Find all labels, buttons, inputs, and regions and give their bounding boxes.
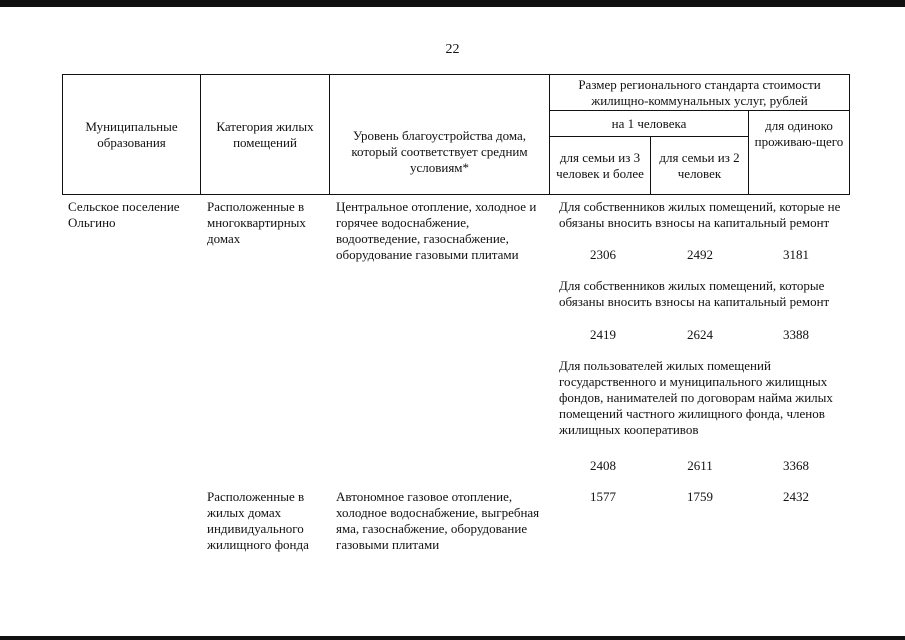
header-single: для одиноко проживаю-щего <box>754 118 844 149</box>
value-g2-family2: 2624 <box>687 327 713 342</box>
value-r2-family3: 1577 <box>590 489 616 504</box>
municipality-name: Сельское поселение Ольгино <box>68 199 180 230</box>
category-individual-houses: Расположенные в жилых домах индивидуального жилищного фонда <box>207 489 309 552</box>
header-municipality: Муниципальные образования <box>85 118 178 150</box>
header-group: Размер регионального стандарта стоимости жилищно-коммунальных услуг, рублей <box>578 76 821 108</box>
page-number: 22 <box>445 42 460 57</box>
value-g2-single: 3388 <box>783 327 809 342</box>
value-g1-single: 3181 <box>783 247 809 262</box>
header-line-bottom <box>62 194 850 195</box>
group-label-1: Для собственников жилых помещений, которые не обязаны вносить взносы на капитальный ремонт <box>559 199 841 230</box>
value-g1-family2: 2492 <box>687 247 713 262</box>
value-g2-family3: 2419 <box>590 327 616 342</box>
top-border <box>0 0 905 7</box>
value-g3-family2: 2611 <box>687 458 713 473</box>
bottom-border <box>0 636 905 640</box>
value-r2-family2: 1759 <box>687 489 713 504</box>
value-g1-family3: 2306 <box>590 247 616 262</box>
header-level: Уровень благоустройства дома, который соответствует средним условиям* <box>351 127 528 175</box>
group-label-3: Для пользователей жилых помещений государственного и муниципального жилищных фондов, нанимателей по договорам найма жилых помещений частного жилищного фонда, членов жилищных кооперативов <box>559 358 833 437</box>
header-line-right <box>849 74 850 195</box>
category-apartments: Расположенные в многоквартирных домах <box>207 199 306 246</box>
header-category: Категория жилых помещений <box>216 118 314 150</box>
level-apartments: Центральное отопление, холодное и горячее водоснабжение, водоотведение, газоснабжение, оборудование газовыми плитами <box>336 199 537 262</box>
table-header <box>62 74 850 195</box>
value-g3-single: 3368 <box>783 458 809 473</box>
value-r2-single: 2432 <box>783 489 809 504</box>
value-g3-family3: 2408 <box>590 458 616 473</box>
header-family-2: для семьи из 2 человек <box>659 149 740 181</box>
header-family-3plus: для семьи из 3 человек и более <box>556 149 644 181</box>
level-individual-houses: Автономное газовое отопление, холодное водоснабжение, выгребная яма, газоснабжение, оборудование газовыми плитами <box>336 489 540 552</box>
header-per-person: на 1 человека <box>611 115 687 131</box>
group-label-2: Для собственников жилых помещений, которые обязаны вносить взносы на капитальный ремонт <box>559 278 830 309</box>
